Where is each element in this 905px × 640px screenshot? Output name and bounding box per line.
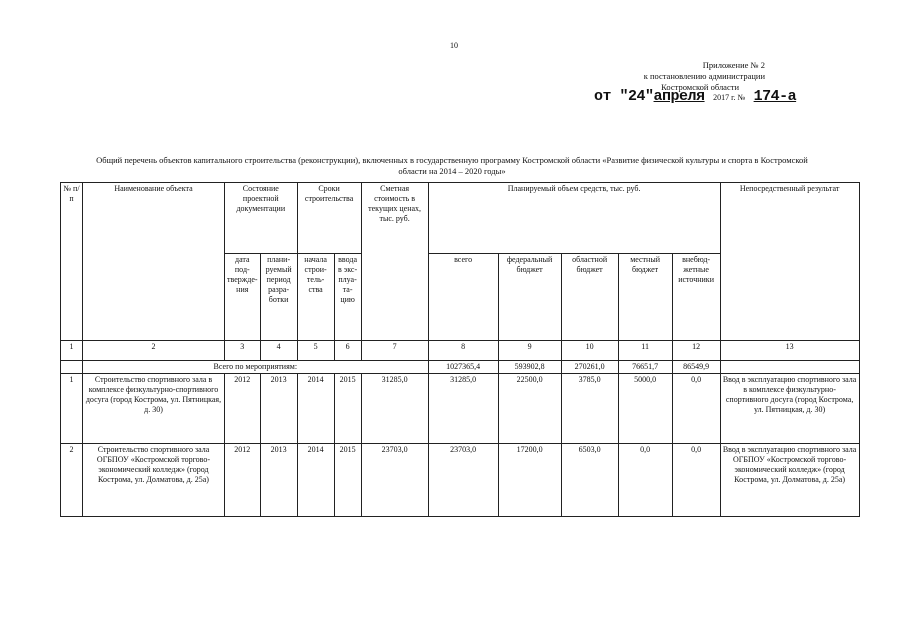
appendix-line-3: Костромской области [661, 82, 739, 92]
subheader-dev-period: плани- руемый период разра- ботки [260, 254, 297, 341]
date-day: "24" [619, 88, 654, 105]
row-start: 2014 [297, 444, 334, 517]
col-number: 9 [498, 341, 561, 361]
subheader-regional: областной бюджет [561, 254, 618, 341]
row-federal: 17200,0 [498, 444, 561, 517]
subheader-local: местный бюджет [618, 254, 672, 341]
col-number: 3 [225, 341, 261, 361]
total-label: Всего по мероприятиям: [83, 361, 429, 374]
col-number: 7 [361, 341, 428, 361]
header-cost: Сметная стоимость в текущих ценах, тыс. руб. [361, 183, 428, 341]
appendix-line-2: к постановлению администрации [643, 71, 765, 81]
row-approved: 2012 [225, 444, 261, 517]
row-dev-period: 2013 [260, 374, 297, 444]
header-name: Наименование объекта [83, 183, 225, 341]
row-result: Ввод в эксплуатацию спортивного зала ОГБПОУ «Костромской торгово-экономический колледж» (город Кострома, ул. Долматова, д. 25а) [720, 444, 859, 517]
header-row [61, 183, 860, 254]
resolution-date-line [594, 88, 796, 105]
subheader-extra: внебюд- жетные источники [672, 254, 720, 341]
row-cost: 23703,0 [361, 444, 428, 517]
header-terms: Сроки строительства [297, 183, 361, 254]
col-number: 12 [672, 341, 720, 361]
row-total: 31285,0 [428, 374, 498, 444]
document-title: Общий перечень объектов капитального строительства (реконструкции), включенных в государственную программу Костромской области «Развитие физической культуры и спорта в Костромской области на 2014 – 2020 годы» [96, 155, 808, 176]
header-planned: Планируемый объем средств, тыс. руб. [428, 183, 720, 254]
subheader-total: всего [428, 254, 498, 341]
row-extra: 0,0 [672, 374, 720, 444]
row-total: 23703,0 [428, 444, 498, 517]
subheader-start: начала строи- тель- ства [297, 254, 334, 341]
row-federal: 22500,0 [498, 374, 561, 444]
col-number: 10 [561, 341, 618, 361]
row-dev-period: 2013 [260, 444, 297, 517]
col-number: 11 [618, 341, 672, 361]
col-number: 2 [83, 341, 225, 361]
row-commission: 2015 [334, 444, 361, 517]
row-local: 5000,0 [618, 374, 672, 444]
total-federal: 593902,8 [498, 361, 561, 374]
row-name: Строительство спортивного зала ОГБПОУ «Костромской торгово-экономический колледж» (город Кострома, ул. Долматова, д. 25а) [83, 444, 225, 517]
date-month: апреля [653, 88, 705, 105]
subheader-commission: ввода в экс- плуа- та- цию [334, 254, 361, 341]
col-number: 8 [428, 341, 498, 361]
total-local: 76651,7 [618, 361, 672, 374]
row-name: Строительство спортивного зала в комплексе физкультурно-спортивного досуга (город Кострома, ул. Пятницкая, д. 30) [83, 374, 225, 444]
row-cost: 31285,0 [361, 374, 428, 444]
total-row [61, 361, 860, 374]
subheader-federal: федеральный бюджет [498, 254, 561, 341]
col-number: 5 [297, 341, 334, 361]
subheader-approved: дата под- твержде- ния [225, 254, 261, 341]
header-docs: Состояние проектной документации [225, 183, 298, 254]
row-start: 2014 [297, 374, 334, 444]
col-number: 4 [260, 341, 297, 361]
total-regional: 270261,0 [561, 361, 618, 374]
column-numbers-row [61, 341, 860, 361]
row-result: Ввод в эксплуатацию спортивного зала в комплексе физкультурно-спортивного досуга (город Кострома, ул. Пятницкая, д. 30) [720, 374, 859, 444]
row-num: 1 [61, 374, 83, 444]
header-result: Непосредственный результат [720, 183, 859, 341]
col-number: 6 [334, 341, 361, 361]
row-commission: 2015 [334, 374, 361, 444]
appendix-line-1: Приложение № 2 [702, 60, 765, 70]
row-approved: 2012 [225, 374, 261, 444]
row-local: 0,0 [618, 444, 672, 517]
row-regional: 3785,0 [561, 374, 618, 444]
table-row [61, 444, 860, 517]
row-num: 2 [61, 444, 83, 517]
col-number: 1 [61, 341, 83, 361]
row-extra: 0,0 [672, 444, 720, 517]
doc-number: 174-а [753, 88, 797, 105]
total-extra: 86549,9 [672, 361, 720, 374]
total-sum: 1027365,4 [428, 361, 498, 374]
row-regional: 6503,0 [561, 444, 618, 517]
objects-table [60, 182, 860, 517]
table-row [61, 374, 860, 444]
date-year: 2017 г. № [713, 93, 746, 102]
date-from: от [594, 88, 612, 105]
page-number: 10 [450, 41, 458, 50]
col-number: 13 [720, 341, 859, 361]
header-num: № п/п [61, 183, 83, 341]
